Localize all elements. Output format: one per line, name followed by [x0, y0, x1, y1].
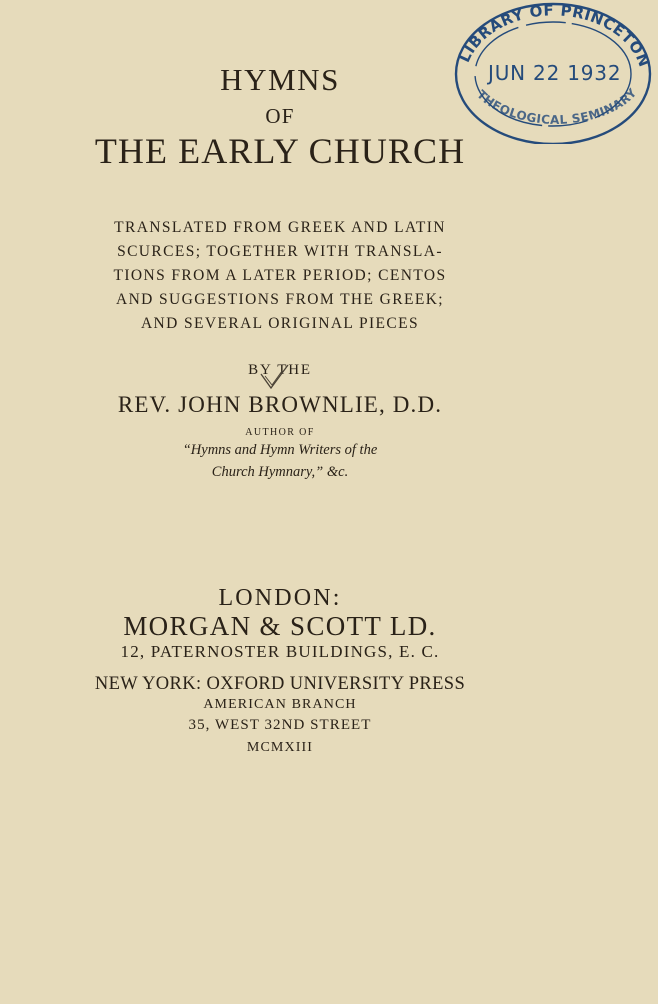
subtitle-line-1: TRANSLATED FROM GREEK AND LATIN: [114, 219, 446, 236]
imprint-street: 35, WEST 32ND STREET: [188, 717, 372, 733]
stamp-date: JUN 22 1932: [488, 61, 622, 85]
pencil-checkmark-icon: [258, 362, 294, 394]
title-line-1: HYMNS: [220, 62, 340, 97]
byline-by: BY THE: [248, 362, 312, 378]
previous-work-line-1: “Hymns and Hymn Writers of the: [182, 442, 378, 458]
stamp-top-text: LIBRARY OF PRINCETON: [455, 1, 654, 70]
author-name: REV. JOHN BROWNLIE, D.D.: [117, 392, 443, 417]
imprint-address: 12, PATERNOSTER BUILDINGS, E. C.: [120, 642, 440, 661]
imprint-city: LONDON:: [218, 585, 342, 611]
author-of-label: AUTHOR OF: [245, 427, 315, 438]
subtitle-line-5: AND SEVERAL ORIGINAL PIECES: [140, 315, 420, 332]
title-line-3: THE EARLY CHURCH: [94, 131, 466, 171]
subtitle-line-2: SCURCES; TOGETHER WITH TRANSLA-: [117, 243, 443, 260]
imprint-publisher: MORGAN & SCOTT LD.: [123, 611, 437, 641]
subtitle-line-3: TIONS FROM A LATER PERIOD; CENTOS: [113, 267, 447, 284]
imprint-ny-publisher: NEW YORK: OXFORD UNIVERSITY PRESS: [94, 674, 466, 694]
title-line-2: OF: [265, 104, 295, 128]
subtitle-line-4: AND SUGGESTIONS FROM THE GREEK;: [115, 291, 444, 308]
previous-work-line-2: Church Hymnary,” &c.: [211, 464, 349, 480]
imprint-year: MCMXIII: [246, 740, 314, 755]
imprint-branch: AMERICAN BRANCH: [203, 697, 357, 712]
stamp-bottom-text: THEOLOGICAL SEMINARY: [474, 85, 640, 127]
